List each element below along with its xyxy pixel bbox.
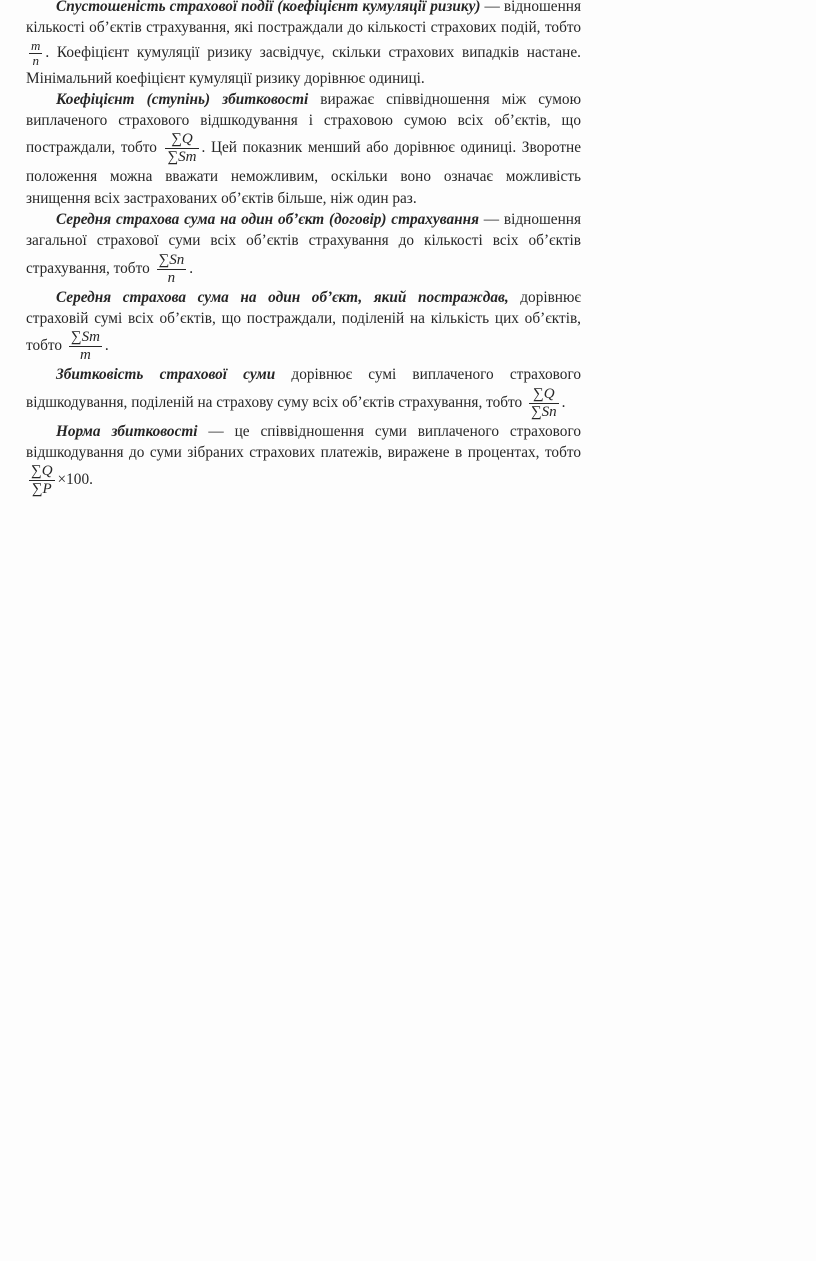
term-loss-of-sum: Збитковість страхової суми: [56, 366, 276, 384]
formula-multiplier: ×100: [57, 471, 90, 489]
frac-den: m: [79, 347, 91, 364]
term-cumulation: Спустошеність страхової події (коефіцієнт кумуляції ризику): [56, 0, 481, 15]
text-avg-sum-object-a: — відношення загальної страхової суми всіх об’єктів страхування до кількості всіх об’єктів страхування, тобто: [26, 211, 581, 277]
frac-num: ∑Sm: [70, 329, 100, 346]
formula-q-over-p: [29, 463, 55, 498]
text-loss-norm-b: .: [89, 471, 93, 489]
frac-den: ∑Sm: [167, 149, 197, 166]
frac-den: n: [167, 269, 176, 286]
formula-m-over-n: [29, 39, 42, 68]
paragraph-loss-ratio: [26, 89, 581, 209]
formula-sn-over-n: [157, 252, 187, 287]
paragraph-cumulation: [26, 0, 581, 89]
text-cumulation-b: . Коефіцієнт кумуляції ризику засвідчує, скільки страхових випадків настане. Мінімальний коефіцієнт кумуляції ризику дорівнює одиниці.: [26, 43, 581, 87]
paragraph-avg-sum-damaged: [26, 287, 581, 365]
formula-q-over-sn: [529, 386, 559, 421]
frac-num: ∑Q: [165, 131, 198, 149]
text-avg-sum-object-b: .: [189, 259, 194, 277]
formula-q-over-sm: [165, 131, 198, 166]
frac-num: m: [31, 37, 41, 53]
frac-den: ∑Sn: [530, 403, 557, 420]
text-loss-ratio-b: . Цей показник менший або дорівнює одиниці. Зворотне положення можна вважати неможливим, оскільки воно означає можливість знищення всіх застрахованих об’єктів більше, ніж один раз.: [26, 139, 581, 207]
term-loss-norm: Норма збитковості: [56, 422, 198, 440]
document-page: [26, 0, 581, 498]
text-loss-ratio-a: виражає співвідношення між сумою виплаченого страхового відшкодування і страховою сумою всіх об’єктів, що постраждали, тобто: [26, 90, 581, 157]
frac-num: ∑Sn: [158, 251, 185, 268]
frac-den: n: [32, 52, 39, 68]
term-loss-ratio: Коефіцієнт (ступінь) збитковості: [56, 90, 309, 108]
paragraph-avg-sum-object: [26, 209, 581, 287]
text-cumulation-a: — відношення кількості об’єктів страхування, які постраждали до кількості страхових подій, тобто: [26, 0, 581, 37]
text-loss-of-sum-b: .: [561, 393, 566, 411]
frac-den: ∑P: [31, 481, 52, 498]
text-loss-norm-a: — це співвідношення суми виплаченого страхового відшкодування до суми зібраних страхових платежів, виражене в процентах, тобто: [26, 422, 581, 461]
paragraph-loss-norm: [26, 421, 581, 499]
text-loss-of-sum-a: дорівнює сумі виплаченого страхового відшкодування, поділеній на страхову суму всіх об’єктів страхування, тобто: [26, 366, 581, 411]
paragraph-loss-of-sum: [26, 364, 581, 420]
term-avg-sum-object: Середня страхова сума на один об’єкт (договір) страхування: [56, 211, 479, 229]
frac-num: ∑Q: [529, 386, 559, 404]
frac-num: ∑Q: [31, 463, 53, 480]
text-avg-sum-damaged-a: дорівнює страховій сумі всіх об’єктів, що постраждали, поділеній на кількість цих об’єктів, тобто: [26, 288, 581, 355]
term-avg-sum-damaged: Середня страхова сума на один об’єкт, який постраждав,: [56, 288, 509, 306]
text-avg-sum-damaged-b: .: [104, 337, 109, 355]
formula-sm-over-m: [69, 329, 102, 364]
